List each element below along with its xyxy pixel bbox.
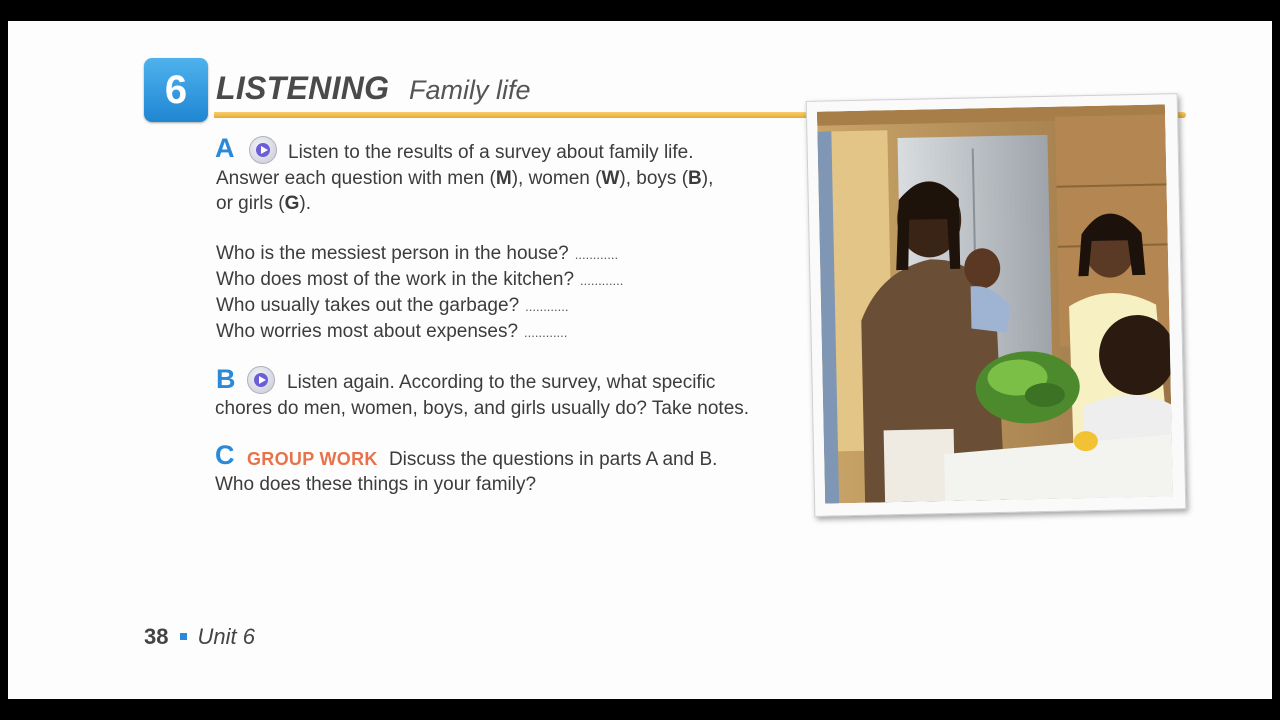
question-4: Who worries most about expenses? ............: [216, 321, 568, 342]
part-a-instruction-line1: Listen to the results of a survey about family life.: [288, 142, 694, 163]
answer-blank: ............: [524, 325, 568, 340]
page-number: 38: [144, 624, 169, 649]
part-b-letter: B: [216, 364, 236, 394]
answer-blank: ............: [580, 273, 624, 288]
page-footer: [144, 624, 255, 650]
family-kitchen-photo: [817, 104, 1173, 503]
section-subtitle: Family life: [409, 75, 531, 105]
part-b-instruction-line2: chores do men, women, boys, and girls usually do? Take notes.: [215, 398, 750, 419]
part-a-letter: A: [215, 133, 235, 163]
part-c-instruction-line1: GROUP WORK Discuss the questions in parts A and B.: [247, 449, 718, 470]
answer-blank: ............: [525, 299, 569, 314]
group-work-label: GROUP WORK: [247, 449, 378, 469]
section-number-badge: 6: [144, 58, 208, 122]
audio-play-icon[interactable]: [247, 366, 275, 394]
part-b-instruction-line1: Listen again. According to the survey, what specific: [287, 372, 716, 393]
question-3: Who usually takes out the garbage? ............: [216, 295, 569, 316]
family-photo: [806, 93, 1187, 517]
part-a-instruction-line2: Answer each question with men (M), women (W), boys (B),: [216, 168, 714, 189]
section-title: LISTENING: [216, 70, 390, 106]
part-a-instruction-line3: or girls (G).: [216, 193, 312, 214]
question-1: Who is the messiest person in the house? ............: [216, 243, 619, 264]
unit-label: Unit 6: [197, 624, 255, 649]
audio-play-icon[interactable]: [249, 136, 277, 164]
part-c-letter: C: [215, 440, 235, 470]
footer-square-icon: [180, 633, 187, 640]
question-2: Who does most of the work in the kitchen? ............: [216, 269, 624, 290]
answer-blank: ............: [574, 247, 619, 262]
part-c-instruction-line2: Who does these things in your family?: [215, 474, 537, 495]
